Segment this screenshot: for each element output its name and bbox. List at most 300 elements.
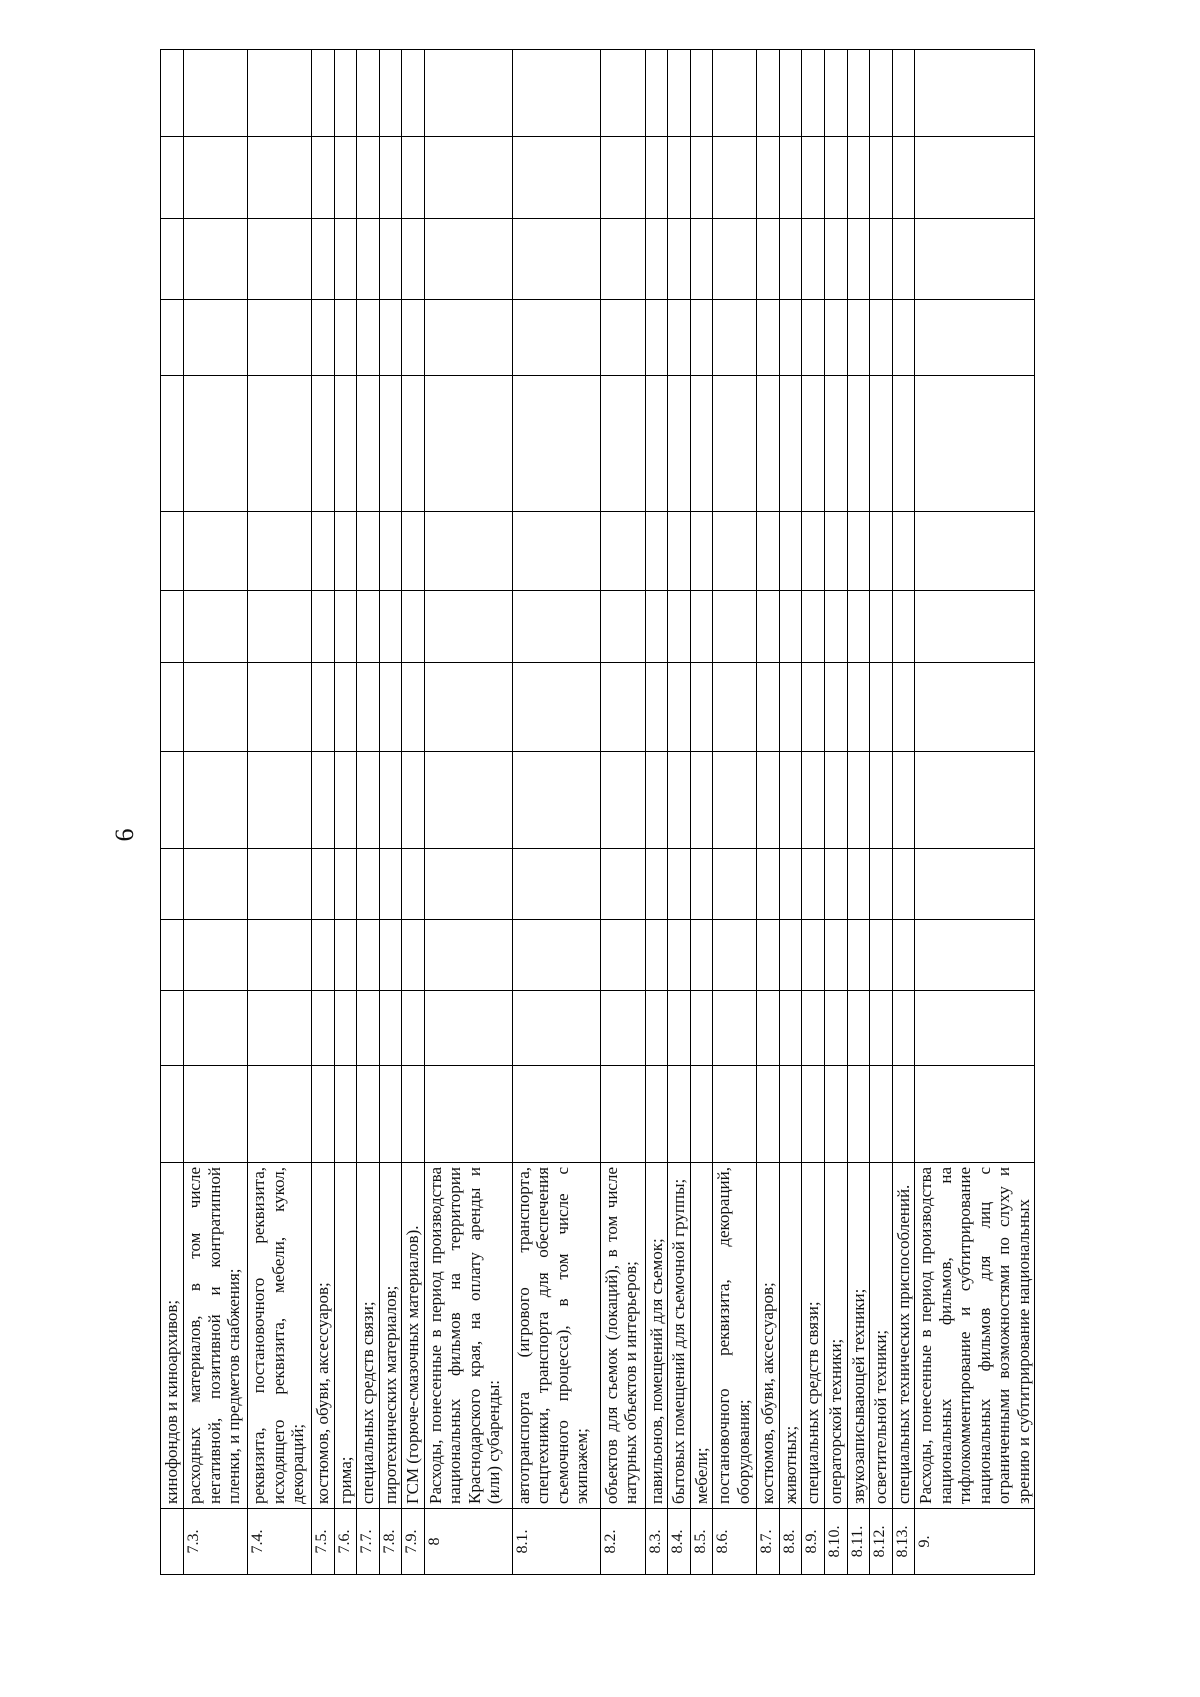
table-row bbox=[825, 50, 848, 1575]
value-cell bbox=[870, 849, 893, 920]
value-cell bbox=[757, 991, 780, 1066]
value-cell bbox=[402, 849, 425, 920]
value-cell bbox=[847, 137, 870, 219]
value-cell bbox=[600, 591, 645, 663]
value-cell bbox=[915, 1066, 1035, 1163]
value-cell bbox=[184, 849, 248, 920]
value-cell bbox=[184, 219, 248, 300]
value-cell bbox=[512, 512, 600, 591]
value-cell bbox=[184, 920, 248, 991]
value-cell bbox=[312, 219, 335, 300]
value-cell bbox=[379, 849, 402, 920]
value-cell bbox=[802, 591, 825, 663]
value-cell bbox=[357, 219, 380, 300]
value-cell bbox=[757, 300, 780, 376]
value-cell bbox=[713, 752, 757, 849]
value-cell bbox=[825, 512, 848, 591]
value-cell bbox=[248, 1066, 312, 1163]
value-cell bbox=[847, 752, 870, 849]
value-cell bbox=[424, 300, 512, 376]
table-row bbox=[334, 50, 357, 1575]
value-cell bbox=[757, 219, 780, 300]
value-cell bbox=[161, 920, 184, 991]
row-description-cell: реквизита, постановочного реквизита, исходящего реквизита, мебели, кукол, декораций; bbox=[248, 1163, 312, 1509]
row-number-cell: 7.6. bbox=[334, 1509, 357, 1575]
value-cell bbox=[668, 137, 691, 219]
value-cell bbox=[757, 512, 780, 591]
value-cell bbox=[600, 50, 645, 137]
row-number-cell: 7.7. bbox=[357, 1509, 380, 1575]
value-cell bbox=[690, 1066, 713, 1163]
value-cell bbox=[402, 219, 425, 300]
value-cell bbox=[312, 920, 335, 991]
value-cell bbox=[802, 752, 825, 849]
value-cell bbox=[402, 752, 425, 849]
value-cell bbox=[184, 50, 248, 137]
value-cell bbox=[357, 849, 380, 920]
value-cell bbox=[600, 849, 645, 920]
value-cell bbox=[892, 50, 915, 137]
value-cell bbox=[847, 920, 870, 991]
value-cell bbox=[248, 376, 312, 512]
row-number-cell: 8.7. bbox=[757, 1509, 780, 1575]
value-cell bbox=[184, 300, 248, 376]
value-cell bbox=[645, 591, 668, 663]
value-cell bbox=[757, 752, 780, 849]
row-description-cell: специальных технических приспособлений. bbox=[892, 1163, 915, 1509]
value-cell bbox=[915, 300, 1035, 376]
value-cell bbox=[379, 591, 402, 663]
value-cell bbox=[915, 50, 1035, 137]
value-cell bbox=[357, 376, 380, 512]
value-cell bbox=[847, 1066, 870, 1163]
row-number-cell: 8.10. bbox=[825, 1509, 848, 1575]
value-cell bbox=[915, 591, 1035, 663]
value-cell bbox=[600, 512, 645, 591]
value-cell bbox=[802, 849, 825, 920]
value-cell bbox=[512, 991, 600, 1066]
value-cell bbox=[248, 300, 312, 376]
value-cell bbox=[424, 991, 512, 1066]
value-cell bbox=[690, 849, 713, 920]
value-cell bbox=[357, 137, 380, 219]
value-cell bbox=[161, 137, 184, 219]
value-cell bbox=[645, 991, 668, 1066]
value-cell bbox=[779, 849, 802, 920]
row-description-cell: расходных материалов, в том числе негативной, позитивной и контратипной пленки, и предметов снабжения; bbox=[184, 1163, 248, 1509]
value-cell bbox=[690, 920, 713, 991]
value-cell bbox=[600, 376, 645, 512]
value-cell bbox=[248, 219, 312, 300]
row-number-cell: 8.5. bbox=[690, 1509, 713, 1575]
value-cell bbox=[600, 920, 645, 991]
value-cell bbox=[668, 219, 691, 300]
value-cell bbox=[825, 991, 848, 1066]
value-cell bbox=[402, 512, 425, 591]
value-cell bbox=[668, 512, 691, 591]
value-cell bbox=[757, 920, 780, 991]
value-cell bbox=[161, 512, 184, 591]
value-cell bbox=[424, 512, 512, 591]
value-cell bbox=[870, 219, 893, 300]
value-cell bbox=[892, 300, 915, 376]
value-cell bbox=[334, 512, 357, 591]
value-cell bbox=[334, 752, 357, 849]
value-cell bbox=[379, 300, 402, 376]
value-cell bbox=[424, 663, 512, 752]
table-row bbox=[248, 50, 312, 1575]
value-cell bbox=[312, 512, 335, 591]
value-cell bbox=[870, 591, 893, 663]
value-cell bbox=[379, 663, 402, 752]
row-number-cell: 8.8. bbox=[779, 1509, 802, 1575]
value-cell bbox=[512, 1066, 600, 1163]
value-cell bbox=[825, 219, 848, 300]
row-description-cell: Расходы, понесенные в период производства национальных фильмов, на тифлокомментирование и субтитрирование национальных фильмов для лиц с ограниченными возможностями по слуху и зрению и субтитрирование национальных bbox=[915, 1163, 1035, 1509]
value-cell bbox=[312, 752, 335, 849]
table-row bbox=[847, 50, 870, 1575]
value-cell bbox=[757, 137, 780, 219]
value-cell bbox=[248, 752, 312, 849]
value-cell bbox=[668, 376, 691, 512]
value-cell bbox=[312, 376, 335, 512]
value-cell bbox=[645, 663, 668, 752]
value-cell bbox=[847, 300, 870, 376]
table-row bbox=[402, 50, 425, 1575]
table-row bbox=[184, 50, 248, 1575]
value-cell bbox=[870, 137, 893, 219]
value-cell bbox=[357, 1066, 380, 1163]
row-number-cell: 8.11. bbox=[847, 1509, 870, 1575]
value-cell bbox=[334, 663, 357, 752]
value-cell bbox=[825, 849, 848, 920]
value-cell bbox=[357, 50, 380, 137]
value-cell bbox=[668, 991, 691, 1066]
value-cell bbox=[600, 219, 645, 300]
value-cell bbox=[892, 920, 915, 991]
value-cell bbox=[779, 920, 802, 991]
row-description-cell: специальных средств связи; bbox=[802, 1163, 825, 1509]
value-cell bbox=[161, 219, 184, 300]
value-cell bbox=[512, 376, 600, 512]
value-cell bbox=[915, 920, 1035, 991]
value-cell bbox=[161, 1066, 184, 1163]
value-cell bbox=[248, 591, 312, 663]
value-cell bbox=[600, 1066, 645, 1163]
value-cell bbox=[645, 376, 668, 512]
row-description-cell: операторской техники; bbox=[825, 1163, 848, 1509]
value-cell bbox=[713, 663, 757, 752]
row-description-cell: постановочного реквизита, декораций, оборудования; bbox=[713, 1163, 757, 1509]
value-cell bbox=[184, 663, 248, 752]
value-cell bbox=[870, 1066, 893, 1163]
value-cell bbox=[915, 849, 1035, 920]
value-cell bbox=[600, 991, 645, 1066]
value-cell bbox=[379, 376, 402, 512]
value-cell bbox=[161, 752, 184, 849]
value-cell bbox=[668, 300, 691, 376]
value-cell bbox=[402, 50, 425, 137]
value-cell bbox=[713, 376, 757, 512]
value-cell bbox=[713, 1066, 757, 1163]
value-cell bbox=[334, 591, 357, 663]
value-cell bbox=[312, 1066, 335, 1163]
value-cell bbox=[713, 300, 757, 376]
value-cell bbox=[802, 991, 825, 1066]
value-cell bbox=[334, 1066, 357, 1163]
value-cell bbox=[334, 50, 357, 137]
value-cell bbox=[512, 663, 600, 752]
value-cell bbox=[161, 376, 184, 512]
value-cell bbox=[184, 591, 248, 663]
value-cell bbox=[713, 137, 757, 219]
value-cell bbox=[915, 219, 1035, 300]
value-cell bbox=[870, 991, 893, 1066]
value-cell bbox=[645, 300, 668, 376]
value-cell bbox=[870, 920, 893, 991]
value-cell bbox=[379, 752, 402, 849]
value-cell bbox=[757, 591, 780, 663]
row-description-cell: мебели; bbox=[690, 1163, 713, 1509]
value-cell bbox=[184, 376, 248, 512]
value-cell bbox=[312, 137, 335, 219]
value-cell bbox=[892, 663, 915, 752]
value-cell bbox=[668, 849, 691, 920]
value-cell bbox=[424, 752, 512, 849]
value-cell bbox=[161, 663, 184, 752]
value-cell bbox=[713, 512, 757, 591]
value-cell bbox=[161, 50, 184, 137]
value-cell bbox=[248, 137, 312, 219]
value-cell bbox=[847, 512, 870, 591]
value-cell bbox=[779, 991, 802, 1066]
value-cell bbox=[915, 137, 1035, 219]
value-cell bbox=[915, 991, 1035, 1066]
value-cell bbox=[402, 920, 425, 991]
value-cell bbox=[915, 752, 1035, 849]
value-cell bbox=[184, 991, 248, 1066]
value-cell bbox=[870, 50, 893, 137]
value-cell bbox=[248, 50, 312, 137]
row-number-cell: 8.12. bbox=[870, 1509, 893, 1575]
table-row bbox=[690, 50, 713, 1575]
row-number-cell: 7.3. bbox=[184, 1509, 248, 1575]
value-cell bbox=[248, 991, 312, 1066]
value-cell bbox=[312, 849, 335, 920]
row-description-cell: кинофондов и киноархивов; bbox=[161, 1163, 184, 1509]
value-cell bbox=[161, 591, 184, 663]
value-cell bbox=[379, 512, 402, 591]
value-cell bbox=[312, 300, 335, 376]
row-description-cell: специальных средств связи; bbox=[357, 1163, 380, 1509]
row-description-cell: павильонов, помещений для съемок; bbox=[645, 1163, 668, 1509]
value-cell bbox=[379, 219, 402, 300]
row-description-cell: грима; bbox=[334, 1163, 357, 1509]
value-cell bbox=[802, 512, 825, 591]
value-cell bbox=[379, 991, 402, 1066]
row-number-cell: 7.9. bbox=[402, 1509, 425, 1575]
value-cell bbox=[334, 920, 357, 991]
value-cell bbox=[779, 1066, 802, 1163]
row-description-cell: объектов для съемок (локаций), в том числе натурных объектов и интерьеров; bbox=[600, 1163, 645, 1509]
value-cell bbox=[379, 920, 402, 991]
value-cell bbox=[334, 991, 357, 1066]
value-cell bbox=[668, 920, 691, 991]
value-cell bbox=[312, 991, 335, 1066]
value-cell bbox=[713, 991, 757, 1066]
value-cell bbox=[424, 920, 512, 991]
value-cell bbox=[402, 1066, 425, 1163]
value-cell bbox=[161, 849, 184, 920]
value-cell bbox=[690, 663, 713, 752]
value-cell bbox=[334, 849, 357, 920]
value-cell bbox=[668, 591, 691, 663]
value-cell bbox=[248, 663, 312, 752]
value-cell bbox=[645, 219, 668, 300]
value-cell bbox=[357, 663, 380, 752]
value-cell bbox=[757, 376, 780, 512]
value-cell bbox=[357, 752, 380, 849]
value-cell bbox=[645, 849, 668, 920]
value-cell bbox=[512, 849, 600, 920]
value-cell bbox=[424, 591, 512, 663]
value-cell bbox=[357, 991, 380, 1066]
value-cell bbox=[915, 376, 1035, 512]
value-cell bbox=[402, 591, 425, 663]
row-number-cell: 8.2. bbox=[600, 1509, 645, 1575]
value-cell bbox=[802, 920, 825, 991]
value-cell bbox=[915, 512, 1035, 591]
value-cell bbox=[892, 849, 915, 920]
value-cell bbox=[312, 50, 335, 137]
value-cell bbox=[424, 219, 512, 300]
row-number-cell: 8.13. bbox=[892, 1509, 915, 1575]
expense-table bbox=[160, 49, 1035, 1575]
table-row bbox=[161, 50, 184, 1575]
value-cell bbox=[424, 1066, 512, 1163]
value-cell bbox=[248, 512, 312, 591]
value-cell bbox=[668, 50, 691, 137]
value-cell bbox=[334, 300, 357, 376]
value-cell bbox=[892, 752, 915, 849]
value-cell bbox=[825, 137, 848, 219]
value-cell bbox=[379, 1066, 402, 1163]
value-cell bbox=[402, 663, 425, 752]
value-cell bbox=[424, 376, 512, 512]
value-cell bbox=[713, 591, 757, 663]
value-cell bbox=[825, 50, 848, 137]
value-cell bbox=[357, 591, 380, 663]
value-cell bbox=[512, 137, 600, 219]
value-cell bbox=[402, 376, 425, 512]
value-cell bbox=[512, 920, 600, 991]
value-cell bbox=[690, 752, 713, 849]
value-cell bbox=[779, 591, 802, 663]
row-description-cell: Расходы, понесенные в период производства национальных фильмов на территории Краснодарского края, на оплату аренды и (или) субаренды: bbox=[424, 1163, 512, 1509]
value-cell bbox=[892, 591, 915, 663]
value-cell bbox=[802, 376, 825, 512]
value-cell bbox=[184, 1066, 248, 1163]
table-row bbox=[645, 50, 668, 1575]
value-cell bbox=[600, 663, 645, 752]
value-cell bbox=[802, 300, 825, 376]
page-number: 6 bbox=[110, 828, 139, 842]
value-cell bbox=[161, 991, 184, 1066]
value-cell bbox=[825, 300, 848, 376]
value-cell bbox=[600, 752, 645, 849]
table-row bbox=[668, 50, 691, 1575]
row-number-cell: 7.4. bbox=[248, 1509, 312, 1575]
value-cell bbox=[847, 219, 870, 300]
value-cell bbox=[379, 137, 402, 219]
value-cell bbox=[802, 137, 825, 219]
value-cell bbox=[512, 591, 600, 663]
value-cell bbox=[645, 512, 668, 591]
value-cell bbox=[892, 137, 915, 219]
value-cell bbox=[248, 920, 312, 991]
value-cell bbox=[645, 752, 668, 849]
value-cell bbox=[690, 50, 713, 137]
value-cell bbox=[802, 219, 825, 300]
value-cell bbox=[825, 376, 848, 512]
value-cell bbox=[248, 849, 312, 920]
row-number-cell: 8.1. bbox=[512, 1509, 600, 1575]
value-cell bbox=[870, 752, 893, 849]
value-cell bbox=[779, 219, 802, 300]
table-row bbox=[512, 50, 600, 1575]
table-row bbox=[312, 50, 335, 1575]
value-cell bbox=[424, 137, 512, 219]
row-description-cell: ГСМ (горюче-смазочных материалов). bbox=[402, 1163, 425, 1509]
table-row bbox=[802, 50, 825, 1575]
value-cell bbox=[512, 752, 600, 849]
row-number-cell: 8.4. bbox=[668, 1509, 691, 1575]
value-cell bbox=[825, 1066, 848, 1163]
table-row bbox=[870, 50, 893, 1575]
value-cell bbox=[668, 1066, 691, 1163]
table-row bbox=[757, 50, 780, 1575]
value-cell bbox=[779, 300, 802, 376]
value-cell bbox=[825, 663, 848, 752]
value-cell bbox=[645, 920, 668, 991]
value-cell bbox=[779, 50, 802, 137]
value-cell bbox=[357, 512, 380, 591]
value-cell bbox=[690, 300, 713, 376]
row-number-cell: 8.6. bbox=[713, 1509, 757, 1575]
row-description-cell: автотранспорта (игрового транспорта, спецтехники, транспорта для обеспечения съемочного процесса), в том числе с экипажем; bbox=[512, 1163, 600, 1509]
value-cell bbox=[779, 752, 802, 849]
value-cell bbox=[357, 920, 380, 991]
row-number-cell: 7.5. bbox=[312, 1509, 335, 1575]
value-cell bbox=[892, 991, 915, 1066]
value-cell bbox=[847, 991, 870, 1066]
value-cell bbox=[645, 1066, 668, 1163]
value-cell bbox=[690, 512, 713, 591]
value-cell bbox=[892, 376, 915, 512]
value-cell bbox=[825, 591, 848, 663]
value-cell bbox=[847, 663, 870, 752]
value-cell bbox=[802, 1066, 825, 1163]
value-cell bbox=[870, 512, 893, 591]
value-cell bbox=[334, 219, 357, 300]
row-description-cell: звукозаписывающей техники; bbox=[847, 1163, 870, 1509]
value-cell bbox=[690, 591, 713, 663]
value-cell bbox=[402, 300, 425, 376]
value-cell bbox=[690, 137, 713, 219]
table-row bbox=[779, 50, 802, 1575]
value-cell bbox=[312, 663, 335, 752]
value-cell bbox=[870, 663, 893, 752]
